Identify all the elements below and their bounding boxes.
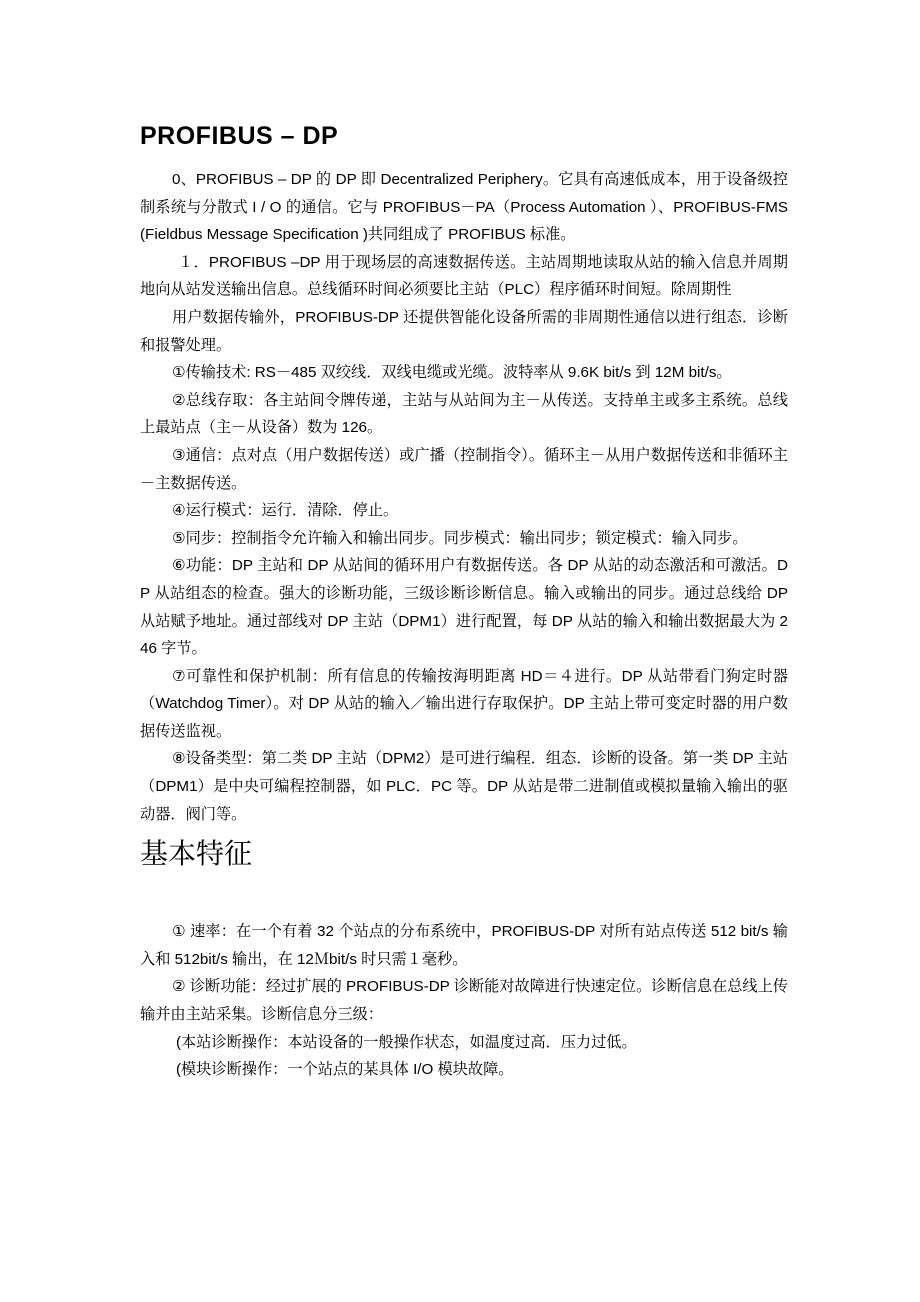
paragraph-transmission: ①传输技术: RS－485 双绞线．双线电缆或光缆。波特率从 9.6K bit/s 到 12M bit/s。 <box>172 364 732 382</box>
document-page <box>140 118 788 1084</box>
paragraph-operating-mode: ④运行模式：运行．清除．停止。 <box>172 502 399 520</box>
paragraph-speed: ① 速率：在一个有着 32 个站点的分布系统中，PROFIBUS-DP 对所有站点传送 512 bit/s 输入和 512bit/s 输出，在 12Ｍbit/s 时只需１毫秒。 <box>140 923 788 968</box>
paragraph-reliability: ⑦可靠性和保护机制：所有信息的传输按海明距离 HD＝４进行。DP 从站带看门狗定时器（Watchdog Timer）。对 DP 从站的输入／输出进行存取保护。DP 主站上带可变定时器的用户数据传送监视。 <box>140 667 788 740</box>
paragraph-station-diagnostics: (本站诊断操作：本站设备的一般操作状态，如温度过高．压力过低。 <box>176 1033 637 1051</box>
paragraph-intro: 0、PROFIBUS – DP 的 DP 即 Decentralized Periphery。它具有高速低成本，用于设备级控制系统与分散式 I / O 的通信。它与 PROFIBUS－PA（Process Automation ）、PROFIBUS-FMS (Fieldbus Message Specification )共同组成了 PROFIBUS 标准。 <box>140 171 788 244</box>
paragraph-device-types: ⑧设备类型：第二类 DP 主站（DPM2）是可进行编程．组态．诊断的设备。第一类 DP 主站（DPM1）是中央可编程控制器，如 PLC．PC 等。DP 从站是带二进制值或模拟量输入输出的驱动器．阀门等。 <box>140 750 788 823</box>
paragraph-functions: ⑥功能：DP 主站和 DP 从站间的循环用户有数据传送。各 DP 从站的动态激活和可激活。DP 从站组态的检查。强大的诊断功能，三级诊断诊断信息。输入或输出的同步。通过总线给 DP 从站赋予地址。通过部线对 DP 主站（DPM1）进行配置，每 DP 从站的输入和输出数据最大为 246 字节。 <box>140 557 788 658</box>
document-title: PROFIBUS – DP <box>140 122 339 150</box>
paragraph-item-1: １．PROFIBUS –DP 用于现场层的高速数据传送。主站周期地读取从站的输入信息并周期地向从站发送输出信息。总线循环时间必须要比主站（PLC）程序循环时间短。除周期性 <box>140 253 788 299</box>
paragraph-bus-access: ②总线存取：各主站间令牌传递，主站与从站间为主－从传送。支持单主或多主系统。总线上最站点（主－从设备）数为 126。 <box>140 391 788 437</box>
paragraph-diagnostics: ② 诊断功能：经过扩展的 PROFIBUS-DP 诊断能对故障进行快速定位。诊断信息在总线上传输并由主站采集。诊断信息分三级： <box>140 978 788 1024</box>
paragraph-sync: ⑤同步：控制指令允许输入和输出同步。同步模式：输出同步；锁定模式：输入同步。 <box>172 529 748 547</box>
paragraph-module-diagnostics: (模块诊断操作：一个站点的某具体 I/O 模块故障。 <box>176 1061 514 1079</box>
paragraph-communication: ③通信：点对点（用户数据传送）或广播（控制指令）。循环主－从用户数据传送和非循环主－主数据传送。 <box>140 446 788 492</box>
section-heading-basic-features: 基本特征 <box>140 837 253 871</box>
paragraph-item-1-continued: 用户数据传输外，PROFIBUS-DP 还提供智能化设备所需的非周期性通信以进行组态．诊断和报警处理。 <box>140 308 788 354</box>
